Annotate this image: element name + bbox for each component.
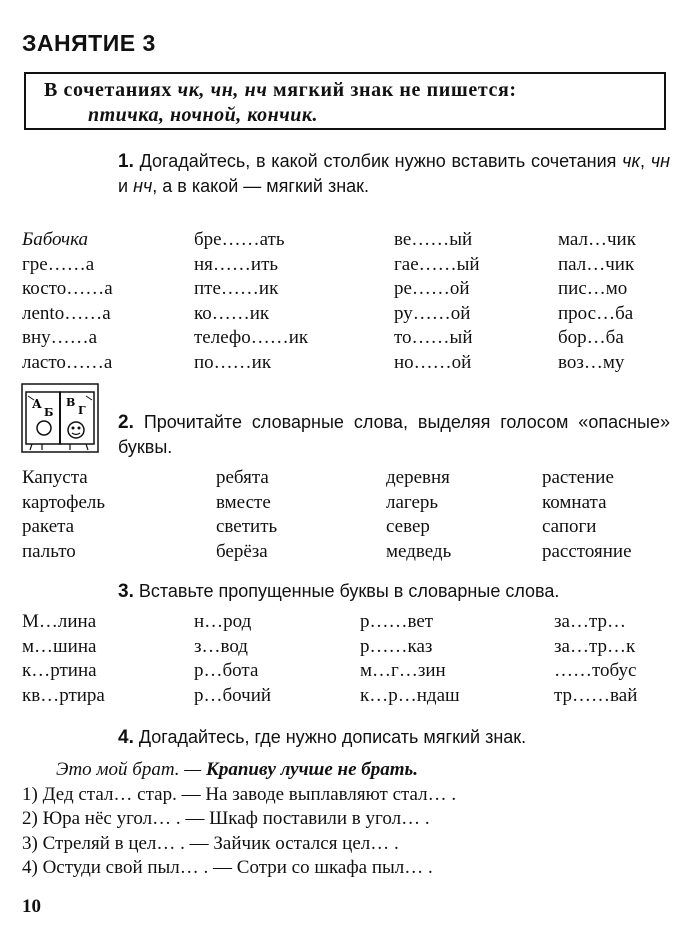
task-2-column (386, 466, 451, 564)
task-1-number: 1. (118, 151, 134, 172)
task-1-word: но……ой (394, 351, 472, 373)
task-2-word: север (386, 516, 430, 537)
task-1-word: пис…мо (558, 278, 628, 299)
rule-prefix: В сочетаниях (44, 79, 178, 101)
task-3-column (194, 610, 271, 708)
task-3-word: р……вет (360, 611, 434, 632)
task-3-word: тр……вай (554, 684, 638, 706)
task-3-word: з…вод (194, 635, 248, 657)
task-1-sep-2: и (118, 176, 134, 196)
task-3-word: М…лина (22, 611, 97, 632)
task-2-word: сапоги (542, 516, 597, 537)
task-4-instruction (118, 725, 526, 750)
task-2-number: 2. (118, 412, 134, 433)
svg-text:В: В (66, 396, 76, 409)
task-1-word: ру……ой (394, 302, 471, 324)
task-2-word: пальто (22, 540, 76, 562)
task-1-word-grid (22, 228, 672, 378)
task-1-column (394, 228, 480, 375)
task-1-word: вну……а (22, 327, 98, 348)
task-4-text: Догадайтесь, где нужно дописать мягкий знак. (138, 727, 527, 747)
task-1-column (22, 228, 113, 375)
task-3-column (360, 610, 460, 708)
task-4-example-a: Это мой брат. (56, 759, 180, 780)
task-1-word: пал…чик (558, 253, 635, 275)
task-4-line-1: 1) Дед стал… стар. — На заводе выплавляют стал… . (22, 783, 457, 805)
task-3-word: к…р…ндаш (360, 684, 460, 706)
task-2-word: комната (542, 491, 607, 513)
task-3-number: 3. (118, 581, 134, 602)
task-4-line-2: 2) Юра нёс угол… . — Шкаф поставили в угол… . (22, 808, 430, 829)
task-2-word: растение (542, 467, 614, 488)
task-4-example (22, 758, 456, 783)
rule-box (24, 72, 666, 130)
task-2-word: ракета (22, 516, 75, 537)
task-1-instruction (118, 149, 670, 198)
task-4-line-3: 3) Стреляй в цел… . — Зайчик остался цел… . (22, 832, 399, 854)
task-1-word: ко……ик (194, 302, 270, 324)
task-1-combo-chk: чк (622, 151, 640, 171)
task-1-word: воз…му (558, 351, 625, 373)
task-1-word: ласто……а (22, 351, 113, 373)
task-1-word: бре……ать (194, 229, 285, 250)
task-1-combo-nch: нч (133, 176, 153, 196)
task-1-word: бор…ба (558, 327, 624, 348)
svg-text:Б: Б (44, 406, 54, 419)
task-3-word: ……тобус (554, 660, 637, 681)
lesson-title: ЗАНЯТИЕ 3 (22, 30, 156, 56)
task-4-number: 4. (118, 727, 134, 748)
svg-text:А: А (32, 397, 42, 411)
task-1-column (558, 228, 636, 375)
task-1-word: то……ый (394, 327, 473, 348)
task-1-text-b: , а в какой — мягкий знак. (152, 176, 370, 196)
task-3-text: Вставьте пропущенные буквы в словарные слова. (138, 581, 560, 601)
dictionary-illustration-icon (20, 382, 100, 454)
task-2-word: берёза (216, 540, 268, 562)
task-3-word: за…тр… (554, 611, 626, 632)
task-1-word: косто……а (22, 278, 113, 299)
task-3-word: р…бота (194, 660, 259, 681)
task-4-sentences (22, 758, 456, 881)
task-4-example-dash: — (179, 759, 206, 780)
task-3-word: за…тр…к (554, 635, 636, 657)
task-2-column (216, 466, 277, 564)
task-3-word: к…ртина (22, 660, 97, 681)
task-1-word: ня……ить (194, 253, 279, 275)
task-2-word: расстояние (542, 540, 632, 562)
task-1-word: Бабочка (22, 229, 88, 250)
task-3-column (22, 610, 105, 708)
task-3-column (554, 610, 637, 708)
task-2-word-grid (22, 466, 672, 566)
task-3-instruction (118, 579, 559, 604)
svg-text:Г: Г (78, 404, 86, 417)
task-4-example-b: Крапиву лучше не брать. (205, 759, 418, 780)
task-1-text-a: Догадайтесь, в какой столбик нужно вставить сочетания (139, 151, 623, 171)
task-2-word: вместе (216, 491, 271, 513)
task-2-word: лагерь (386, 491, 439, 513)
task-2-column (542, 466, 632, 564)
rule-text (44, 79, 517, 102)
task-2-word: светить (216, 516, 278, 537)
task-2-word: Капуста (22, 467, 88, 488)
rule-combos: чк, чн, нч (177, 79, 268, 101)
task-1-word: мал…чик (558, 229, 636, 250)
task-3-word: м…шина (22, 635, 97, 657)
task-1-word: пте……ик (194, 278, 279, 299)
task-3-word: м…г…зин (360, 660, 446, 681)
task-3-word: кв…ртира (22, 684, 105, 706)
task-2-column (22, 466, 105, 564)
task-1-word: ве……ый (394, 229, 473, 250)
task-3-word-grid (22, 610, 672, 710)
task-1-word: гре……а (22, 253, 95, 275)
task-3-word: н…род (194, 611, 252, 632)
task-2-text: Прочитайте словарные слова, выделяя голосом «опасные» буквы. (118, 412, 670, 457)
task-1-word: гае……ый (394, 253, 480, 275)
task-1-column (194, 228, 308, 375)
task-1-word: телефо……ик (194, 327, 309, 348)
task-4-line-4: 4) Остуди свой пыл… . — Сотри со шкафа пыл… . (22, 857, 433, 878)
page-number: 10 (22, 896, 41, 917)
task-1-combo-chn: чн (650, 151, 670, 171)
task-2-word: деревня (386, 467, 450, 488)
task-3-word: р…бочий (194, 684, 272, 706)
task-1-word: по……ик (194, 351, 272, 373)
task-3-word: р……каз (360, 635, 433, 657)
task-1-word: лento……а (22, 302, 111, 324)
task-2-word: картофель (22, 491, 106, 513)
task-2-instruction (118, 410, 670, 459)
task-1-sep-1: , (639, 151, 651, 171)
task-1-word: прос…ба (558, 302, 634, 324)
rule-suffix: мягкий знак не пишется: (267, 79, 517, 101)
rule-examples: птичка, ночной, кончик. (88, 104, 318, 126)
task-1-word: ре……ой (394, 278, 470, 299)
task-2-word: ребята (216, 467, 269, 488)
task-2-word: медведь (386, 540, 452, 562)
